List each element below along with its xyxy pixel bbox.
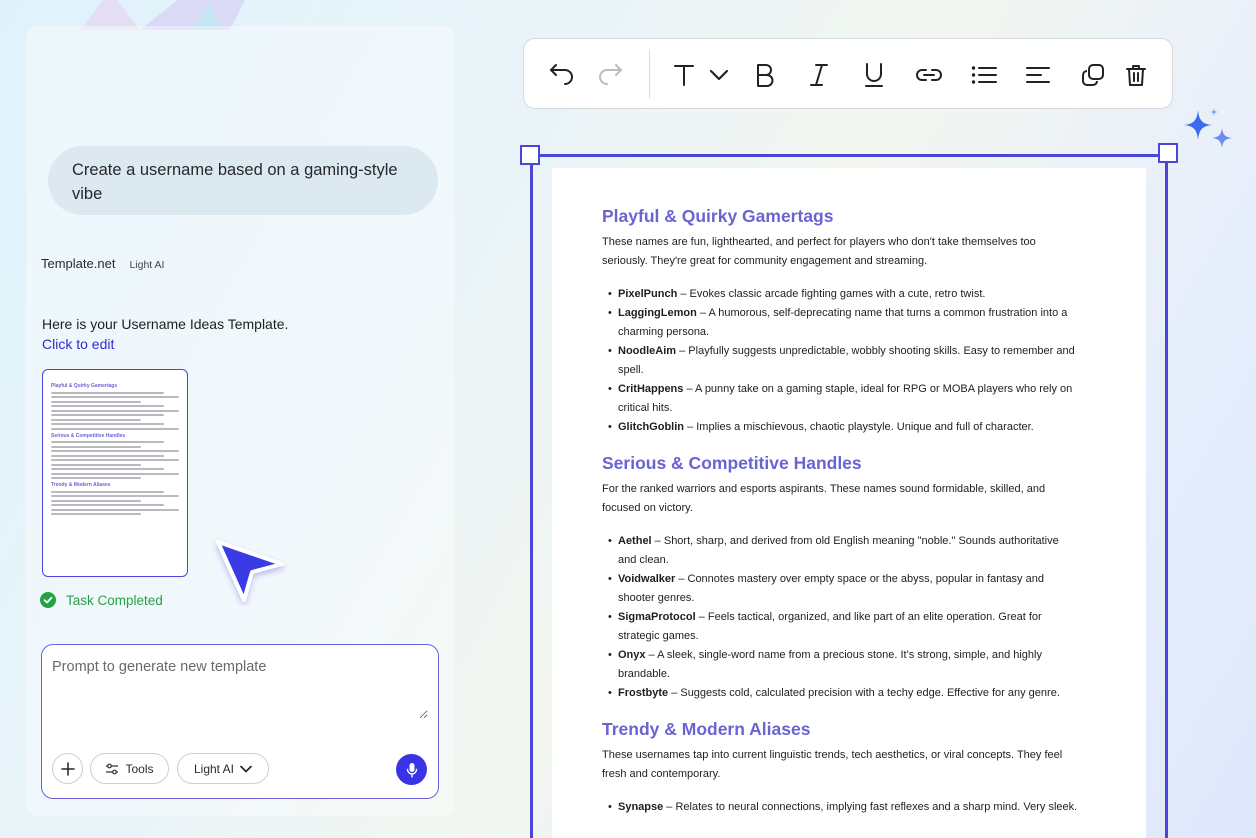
add-button[interactable] bbox=[52, 753, 83, 784]
section-description: For the ranked warriors and esports aspirants. These names sound formidable, skilled, and focused on victory. bbox=[602, 483, 1046, 514]
toolbar-divider bbox=[649, 49, 650, 99]
username-list bbox=[610, 285, 1096, 437]
align-icon bbox=[1026, 65, 1050, 85]
prompt-composer bbox=[41, 644, 439, 799]
italic-icon bbox=[808, 63, 830, 87]
click-to-edit-link[interactable]: Click to edit bbox=[42, 336, 115, 352]
duplicate-button[interactable] bbox=[1079, 61, 1107, 89]
plus-icon bbox=[60, 761, 76, 777]
delete-button[interactable] bbox=[1122, 61, 1150, 89]
list-item: • NoodleAim – Playfully suggests unpredictable, wobbly shooting skills. Easy to remember and spell. bbox=[610, 342, 1080, 380]
model-selector[interactable] bbox=[177, 753, 269, 784]
model-selector-label: Light AI bbox=[193, 761, 235, 776]
list-item: • GlitchGoblin – Implies a mischievous, chaotic playstyle. Unique and full of character. bbox=[610, 418, 1080, 437]
list-item: • Frostbyte – Suggests cold, calculated precision with a techy edge. Effective for any genre. bbox=[610, 684, 1080, 703]
list-item: • SigmaProtocol – Feels tactical, organized, and like part of an elite operation. Great for strategic games. bbox=[610, 608, 1080, 646]
list-item: • LaggingLemon – A humorous, self-deprecating name that turns a common frustration into a charming persona. bbox=[610, 304, 1080, 342]
section-title: Trendy & Modern Aliases bbox=[602, 719, 811, 739]
link-button[interactable] bbox=[915, 61, 943, 89]
username: SigmaProtocol bbox=[618, 611, 696, 623]
list-item: • Onyx – A sleek, single-word name from a precious stone. It's strong, simple, and highly brandable. bbox=[610, 646, 1080, 684]
sliders-icon bbox=[105, 763, 119, 775]
username: PixelPunch bbox=[618, 288, 678, 300]
undo-button[interactable] bbox=[548, 61, 576, 89]
username: NoodleAim bbox=[618, 345, 677, 357]
resize-handle-top-right[interactable] bbox=[1158, 143, 1178, 163]
pointer-cursor-icon bbox=[212, 536, 290, 606]
username: Aethel bbox=[618, 535, 652, 547]
voice-input-button[interactable] bbox=[396, 754, 427, 785]
thumbnail-heading: Serious & Competitive Handles bbox=[51, 432, 126, 439]
list-item: • CritHappens – A punny take on a gaming staple, ideal for RPG or MOBA players who rely on critical hits. bbox=[610, 380, 1080, 418]
assistant-header bbox=[41, 256, 164, 271]
assistant-reply-text: Here is your Username Ideas Template. bbox=[42, 316, 289, 332]
formatting-toolbar bbox=[523, 38, 1173, 109]
undo-icon bbox=[549, 64, 575, 86]
username-list bbox=[610, 532, 1096, 703]
section-title: Serious & Competitive Handles bbox=[602, 453, 862, 473]
delete-icon bbox=[1125, 63, 1147, 87]
document-page[interactable] bbox=[552, 168, 1146, 838]
redo-button[interactable] bbox=[596, 61, 624, 89]
model-name: Light AI bbox=[129, 259, 165, 271]
username: CritHappens bbox=[618, 383, 684, 395]
username: LaggingLemon bbox=[618, 307, 697, 319]
thumbnail-heading: Playful & Quirky Gamertags bbox=[51, 383, 118, 389]
section-description: These names are fun, lighthearted, and perfect for players who don't take themselves too seriously. They're great for community engagement and streaming. bbox=[602, 236, 1036, 267]
chat-panel bbox=[26, 26, 454, 816]
resize-handle-top-left[interactable] bbox=[520, 145, 540, 165]
brand-name: Template.net bbox=[41, 256, 116, 271]
link-icon bbox=[916, 68, 942, 82]
tools-label: Tools bbox=[125, 761, 154, 776]
section-description: These usernames tap into current linguistic trends, tech aesthetics, or viral concepts. They feel fresh and contemporary. bbox=[602, 749, 1063, 780]
text-style-icon bbox=[673, 63, 695, 87]
list-item: • Voidwalker – Connotes mastery over empty space or the abyss, popular in fantasy and shooter genres. bbox=[610, 570, 1080, 608]
bullet-list-icon bbox=[971, 65, 997, 85]
prompt-input[interactable] bbox=[52, 659, 428, 719]
check-circle-icon bbox=[40, 592, 56, 608]
underline-button[interactable] bbox=[860, 61, 888, 89]
ai-sparkle-icon bbox=[1180, 108, 1236, 158]
list-item: • Synapse – Relates to neural connections, implying fast reflexes and a sharp mind. Very sleek. bbox=[610, 798, 1080, 817]
task-completed-label: Task Completed bbox=[66, 592, 163, 608]
thumbnail-heading: Trendy & Modern Aliases bbox=[51, 482, 111, 488]
italic-button[interactable] bbox=[805, 61, 833, 89]
align-button[interactable] bbox=[1024, 61, 1052, 89]
list-item: • PixelPunch – Evokes classic arcade fighting games with a cute, retro twist. bbox=[610, 285, 1080, 304]
underline-icon bbox=[863, 62, 885, 88]
list-item: • Aethel – Short, sharp, and derived from old English meaning "noble." Sounds authoritative and clean. bbox=[610, 532, 1080, 570]
chevron-down-icon bbox=[709, 69, 729, 81]
duplicate-icon bbox=[1081, 63, 1105, 87]
chevron-down-icon bbox=[240, 765, 252, 773]
username: Voidwalker bbox=[618, 573, 676, 585]
text-style-button[interactable] bbox=[670, 61, 698, 89]
username: Synapse bbox=[618, 801, 664, 813]
username: Onyx bbox=[618, 649, 646, 661]
user-message-bubble: Create a username based on a gaming-style vibe bbox=[48, 146, 438, 215]
bold-icon bbox=[754, 63, 776, 87]
tools-button[interactable] bbox=[90, 753, 169, 784]
task-status bbox=[40, 592, 163, 608]
username: GlitchGoblin bbox=[618, 421, 684, 433]
section-title: Playful & Quirky Gamertags bbox=[602, 206, 834, 226]
template-thumbnail[interactable] bbox=[42, 369, 188, 577]
microphone-icon bbox=[406, 762, 418, 778]
username-list bbox=[610, 798, 1096, 817]
username: Frostbyte bbox=[618, 687, 669, 699]
redo-icon bbox=[597, 64, 623, 86]
text-style-dropdown[interactable] bbox=[705, 61, 733, 89]
bullet-list-button[interactable] bbox=[970, 61, 998, 89]
bold-button[interactable] bbox=[751, 61, 779, 89]
